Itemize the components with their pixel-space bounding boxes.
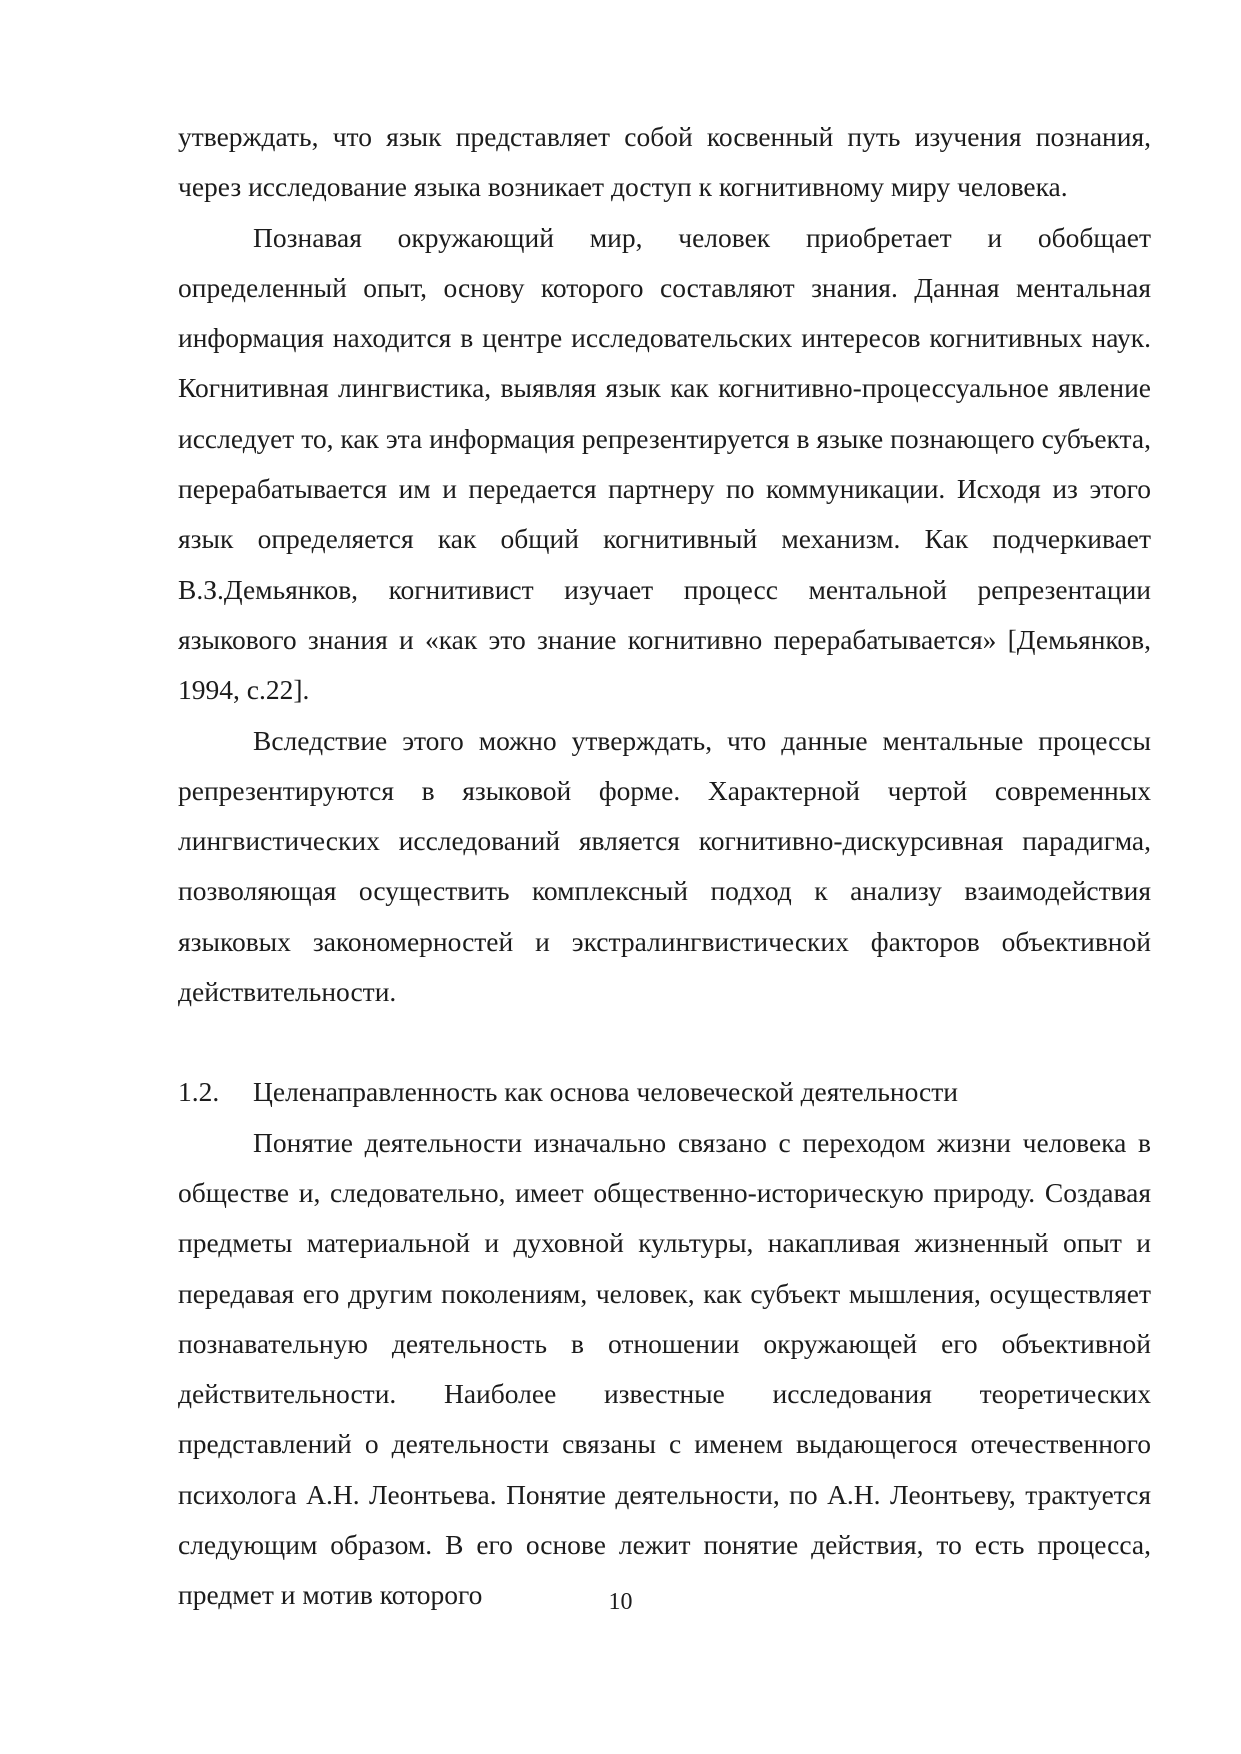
section-heading	[178, 1067, 1151, 1117]
paragraph-continuation: утверждать, что язык представляет собой косвенный путь изучения познания, через исследование языка возникает доступ к когнитивному миру человека.	[178, 121, 1151, 203]
paragraph-discursive-paradigm: Вследствие этого можно утверждать, что данные ментальные процессы репрезентируются в языковой форме. Характерной чертой современных лингвистических исследований является когнитивно-дискурсивная парадигма, позволяющая осуществить комплексный подход к анализу взаимодействия языковых закономерностей и экстралингвистических факторов объективной действительности.	[178, 724, 1151, 1008]
paragraph-activity-concept: Понятие деятельности изначально связано с переходом жизни человека в обществе и, следовательно, имеет общественно-историческую природу. Создавая предметы материальной и духовной культуры, накапливая жизненный опыт и передавая его другим поколениям, человек, как субъект мышления, осуществляет познавательную деятельность в отношении окружающей его объективной действительности. Наиболее известные исследования теоретических представлений о деятельности связаны с именем выдающегося отечественного психолога А.Н. Леонтьева. Понятие деятельности, по А.Н. Леонтьеву, трактуется следующим образом. В его основе лежит понятие действия, то есть процесса, предмет и мотив которого	[178, 1126, 1151, 1611]
section-number: 1.2.	[178, 1076, 220, 1108]
section-title: Целенаправленность как основа человеческой деятельности	[253, 1076, 958, 1108]
page-number: 10	[608, 1589, 633, 1615]
paragraph-cognitive-linguistics: Познавая окружающий мир, человек приобретает и обобщает определенный опыт, основу которого составляют знания. Данная ментальная информация находится в центре исследовательских интересов когнитивных наук. Когнитивная лингвистика, выявляя язык как когнитивно-процессуальное явление исследует то, как эта информация репрезентируется в языке познающего субъекта, перерабатывается им и передается партнеру по коммуникации. Исходя из этого язык определяется как общий когнитивный механизм. Как подчеркивает В.З.Демьянков, когнитивист изучает процесс ментальной репрезентации языкового знания и «как это знание когнитивно перерабатывается» [Демьянков, 1994, с.22].	[178, 221, 1151, 706]
body-text	[178, 112, 1151, 1621]
